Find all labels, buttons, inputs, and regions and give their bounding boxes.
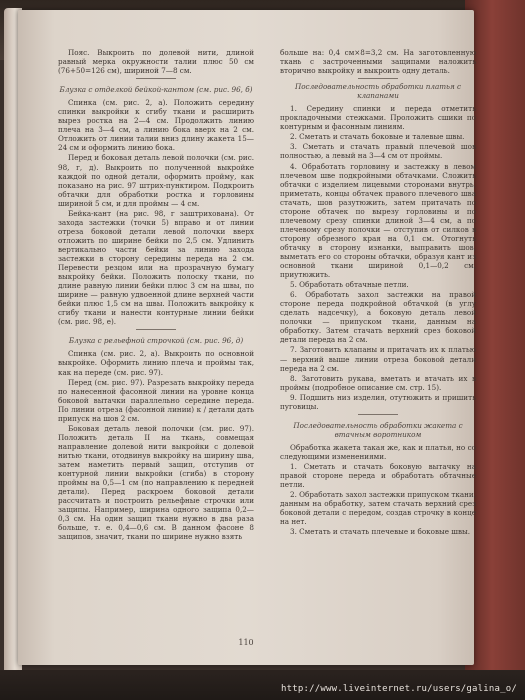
paragraph: Боковая деталь левой полочки (см. рис. 97). Положить деталь II на ткань, совмещая направление долевой нити выкройки с долевой нитью ткани, отодвинув выкройку на ширину шва, затем наметить первый защип, отступив от контурной линии выкройки (сгиба) в сторону проймы на 0,5—1 см (по направлению к передней детали). Перед раскроем боковой детали рассчитать и построить рельефные строчки или защипы. Например, ширина одного защипа 0,2—0,3 см. На один защип ткани нужно в два раза больше, т. е. 0,4—0,6 см. В данном фасоне 8 защипов, значит, ткани по ширине нужно взять [58,423,254,542]
list-item: 8. Заготовить рукава, вметать и втачать их в проймы (подробное описание см. стр. 15). [280,373,476,392]
list-item: 4. Обработать горловину и застежку в левом плечевом шве подкройными обтачками. Сложить обтачки с изделием лицевыми сторонами внутрь, приметать, концы обтачек правого плечевого шва стачать, шов разутюжить, затем притачать по стороне обтачек по вырезу горловины и по плечевому срезу спинки длиной 3—4 см, а по плечевому срезу полочки — отступив от силков в сторону обрезного края на 0,1 см. Отогнуть обтачку в сторону изнанки, выправить шов, выметать его со стороны обтачки, образуя кант из основной ткани шириной 0,1—0,2 см, приутюжить. [280,161,476,280]
list-item: 2. Обработать захол застежки припуском ткани, данным на обработку, затем стачать верхний срез боковой детали с передом, создав строчку в конце на нет. [280,490,476,527]
paragraph: Бейка-кант (на рис. 98, г заштрихована). От захода застежки (точки 5) вправо и от линии отреза боковой детали левой полочки вверх отложить по ширине бейки по 2,5 см. Удлинить вертикально части бейки за линию захода застежки в сторону середины переда на 2 см. Перевести резцом или на прозрачную бумагу выкройку бейки. Положить полоску ткани, по длине равную линии бейки плюс 3 см на швы, по ширине — равную удвоенной длине верхней части бейки плюс 1,5 см на швы. Положить выкройку к сгибу ткани и нанести контурные линии бейки (см. рис. 98, е). [58,208,254,327]
section-heading: Блузка с отделкой бейкой-кантом (см. рис. 96, б) [59,85,253,95]
list-item: 7. Заготовить клапаны и притачать их к платью — верхний выше линии отреза боковой детали переда на 2 см. [280,345,476,373]
divider [136,329,176,330]
paragraph: Спинка (см. рис. 2, а). Выкроить по основной выкройке. Оформить линию плеча и проймы так, как на переде (см. рис. 97). [58,349,254,377]
paragraph: Перед (см. рис. 97). Разрезать выкройку переда по нанесенной фасонной линии на уровне конца боковой вытачки параллельно середине переда. По линии отреза (фасонной линии) к / детали дать припуск на шов 2 см. [58,377,254,423]
right-column [280,48,476,623]
book-page [18,10,474,665]
divider [358,414,398,415]
section-heading: Блузка с рельефной строчкой (см. рис. 96, д) [68,336,244,346]
list-item: 2. Сметать и стачать боковые и талевые швы. [290,132,465,142]
list-item: 9. Подшить низ изделия, отутюжить и пришить пуговицы. [280,392,476,411]
left-column [58,48,254,623]
watermark-url: http://www.liveinternet.ru/users/galina_o/ [281,684,517,694]
divider [136,78,176,79]
list-item: 3. Сметать и стачать плечевые и боковые швы. [290,527,471,537]
section-heading: Последовательность обработки жакета с втачным воротником [293,420,463,439]
divider [358,78,398,79]
paragraph: Пояс. Выкроить по долевой нити, длиной равный мерка окружности талии плюс 50 см (76+50=126 см), шириной 7—8 см. [58,48,254,76]
list-item: 1. Сметать и стачать боковую вытачку на правой стороне переда и обработать обтачные петли. [280,461,476,490]
page-number: 110 [238,638,254,647]
paragraph: Обработка жакета такая же, как и платья, но со следующими изменениями. [280,442,476,461]
paragraph: больше на: 0,4 см×8=3,2 см. На заготовленную ткань с застроченными защипами наложить вторично выкройку и выкроить одну деталь. [280,48,476,76]
paragraph: Спинка (см. рис. 2, а). Положить середину спинки выкройки к сгибу ткани и расширить вырез ростка на 2—4 см. Продолжить линию плеча на 3—4 см, а линию бока вверх на 2 см. Отложить от линии талии вниз длину жакета 15—24 см и оформить линию бока. [58,98,254,153]
section-heading: Последовательность обработки платья с клапанами [294,82,462,101]
list-item: 6. Обработать захол застежки на правой стороне переда подкройной обтачкой (в углу сделать надсечку), а боковую деталь левой полочки — припуском ткани, данным на обработку. Затем стачать верхний срез боковой детали переда на 2 см. [280,290,476,345]
list-item: 1. Середину спинки и переда отметить прокладочными стежками. Проложить сшики по контурным и фасонным линиям. [280,104,476,132]
paragraph: Перед и боковая деталь левой полочки (см. рис. 98, г, д). Выкроить по полученной выкройке каждой по одной детали, оформить пройму, как показано на рис. 97 штрих-пунктиром. Подкроить обтачки для обработки ростка и горловины шириной 5 см, и для проймы — 4 см. [58,153,254,208]
list-item: 3. Сметать и стачать правый плечевой шов полностью, а левый на 3—4 см от проймы. [280,142,476,161]
list-item: 5. Обработать обтачные петли. [290,280,409,290]
